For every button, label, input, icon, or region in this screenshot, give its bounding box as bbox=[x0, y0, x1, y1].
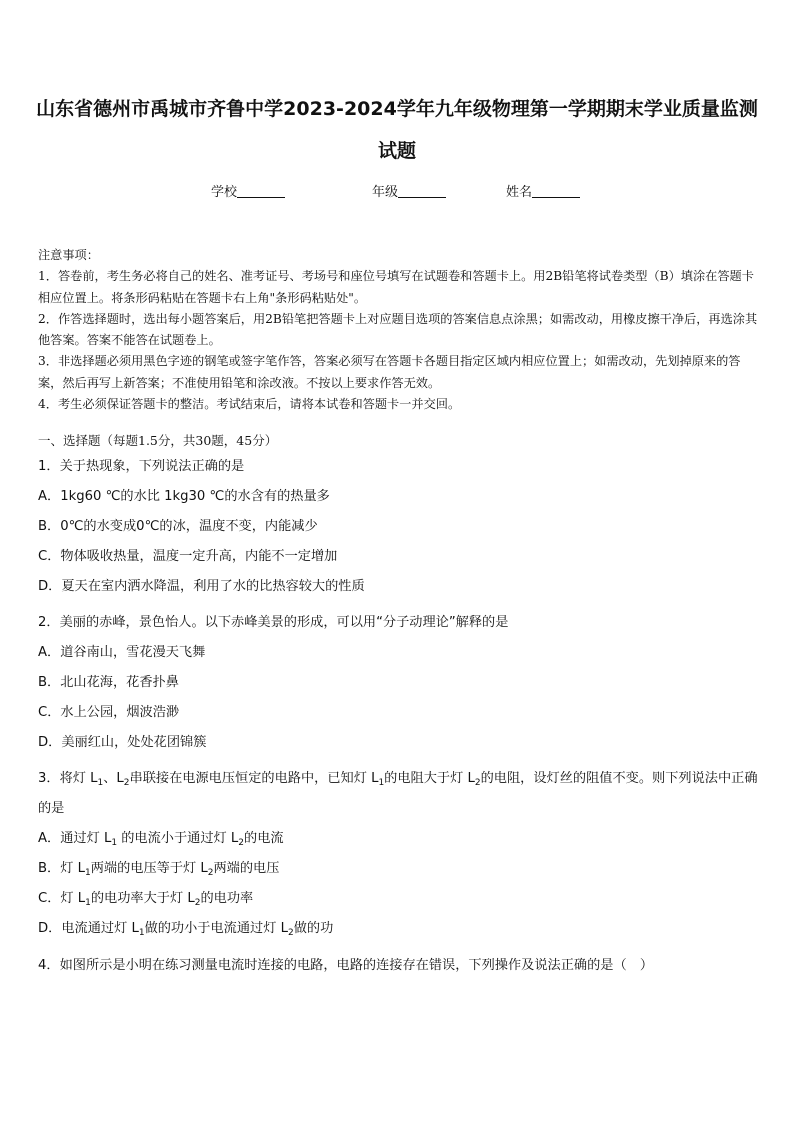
option-c: C．灯 $L_1$的电功率大于灯 $L_2$的电功率 bbox=[38, 891, 254, 908]
option-a: A．1kg60 ℃的水比 1kg30 ℃的水含有的热量多 bbox=[38, 489, 330, 504]
option-d: D．夏天在室内洒水降温，利用了水的比热容较大的性质 bbox=[38, 579, 365, 594]
question-stem: 2．美丽的赤峰，景色怡人。以下赤峰美景的形成，可以用“分子动理论”解释的是 bbox=[38, 615, 509, 630]
name-label: 姓名 bbox=[506, 185, 533, 200]
option-d: D．电流通过灯 $L_1$做的功小于电流通过灯 $L_2$做的功 bbox=[38, 921, 334, 938]
notes-heading: 注意事项： bbox=[38, 248, 99, 262]
school-label: 学校 bbox=[211, 185, 238, 200]
question-1 bbox=[38, 452, 762, 602]
name-blank[interactable] bbox=[532, 184, 580, 198]
title-line-1: 山东省德州市禹城市齐鲁中学2023-2024学年九年级物理第一学期期末学业质量监测 bbox=[36, 98, 758, 120]
note-item-4: 4．考生必须保证答题卡的整洁。考试结束后，请将本试卷和答题卡一并交回。 bbox=[38, 397, 461, 412]
school-blank[interactable] bbox=[237, 184, 285, 198]
note-item-3: 3．非选择题必须用黑色字迹的钢笔或签字笔作答，答案必须写在答题卡各题目指定区域内相应位置上；如需改动，先划掉原来的答案，然后再写上新答案；不准使用铅笔和涂改液。不按以上要求作答无效。 bbox=[38, 354, 741, 390]
note-item-2: 2．作答选择题时，选出每小题答案后，用2B铅笔把答题卡上对应题目选项的答案信息点涂黑；如需改动，用橡皮擦干净后，再选涂其他答案。答案不能答在试题卷上。 bbox=[38, 311, 758, 348]
option-c: C．物体吸收热量，温度一定升高，内能不一定增加 bbox=[38, 549, 338, 564]
grade-label: 年级 bbox=[372, 185, 399, 200]
option-d: D．美丽红山，处处花团锦簇 bbox=[38, 735, 207, 750]
question-4 bbox=[38, 951, 762, 981]
option-a: A．通过灯 $L_1$ 的电流小于通过灯 $L_2$的电流 bbox=[38, 831, 284, 848]
option-c: C．水上公园，烟波浩渺 bbox=[38, 705, 180, 720]
note-item-1: 1．答卷前，考生务必将自己的姓名、准考证号、考场号和座位号填写在试题卷和答题卡上。用2B铅笔将试卷类型（B）填涂在答题卡相应位置上。将条形码粘贴在答题卡右上角"条形码粘贴处"。 bbox=[38, 269, 754, 305]
question-stem: 4．如图所示是小明在练习测量电流时连接的电路，电路的连接存在错误，下列操作及说法正确的是（ ） bbox=[38, 958, 654, 973]
exam-notes bbox=[38, 245, 760, 415]
option-a: A．道谷南山，雪花漫天飞舞 bbox=[38, 645, 206, 660]
school-field[interactable] bbox=[211, 181, 285, 200]
section-heading: 一、选择题（每题1.5分，共30题，45分） bbox=[38, 433, 278, 448]
question-3 bbox=[38, 764, 762, 944]
question-stem: 3．将灯 $L_1$、$L_2$串联接在电源电压恒定的电路中，已知灯 $L_1$的电阻大于灯 $L_2$的电阻，设灯丝的阻值不变。则下列说法中正确的是 bbox=[38, 771, 758, 816]
student-info-row bbox=[0, 181, 794, 201]
option-b: B．北山花海，花香扑鼻 bbox=[38, 675, 179, 690]
grade-blank[interactable] bbox=[398, 184, 446, 198]
page-title bbox=[30, 88, 764, 172]
grade-field[interactable] bbox=[372, 181, 446, 200]
option-b: B．灯 $L_1$两端的电压等于灯 $L_2$两端的电压 bbox=[38, 861, 280, 878]
question-stem: 1．关于热现象，下列说法正确的是 bbox=[38, 459, 245, 474]
option-b: B．0℃的水变成0℃的冰，温度不变，内能减少 bbox=[38, 519, 318, 534]
name-field[interactable] bbox=[506, 181, 580, 200]
question-2 bbox=[38, 608, 762, 758]
title-line-2: 试题 bbox=[377, 140, 416, 162]
